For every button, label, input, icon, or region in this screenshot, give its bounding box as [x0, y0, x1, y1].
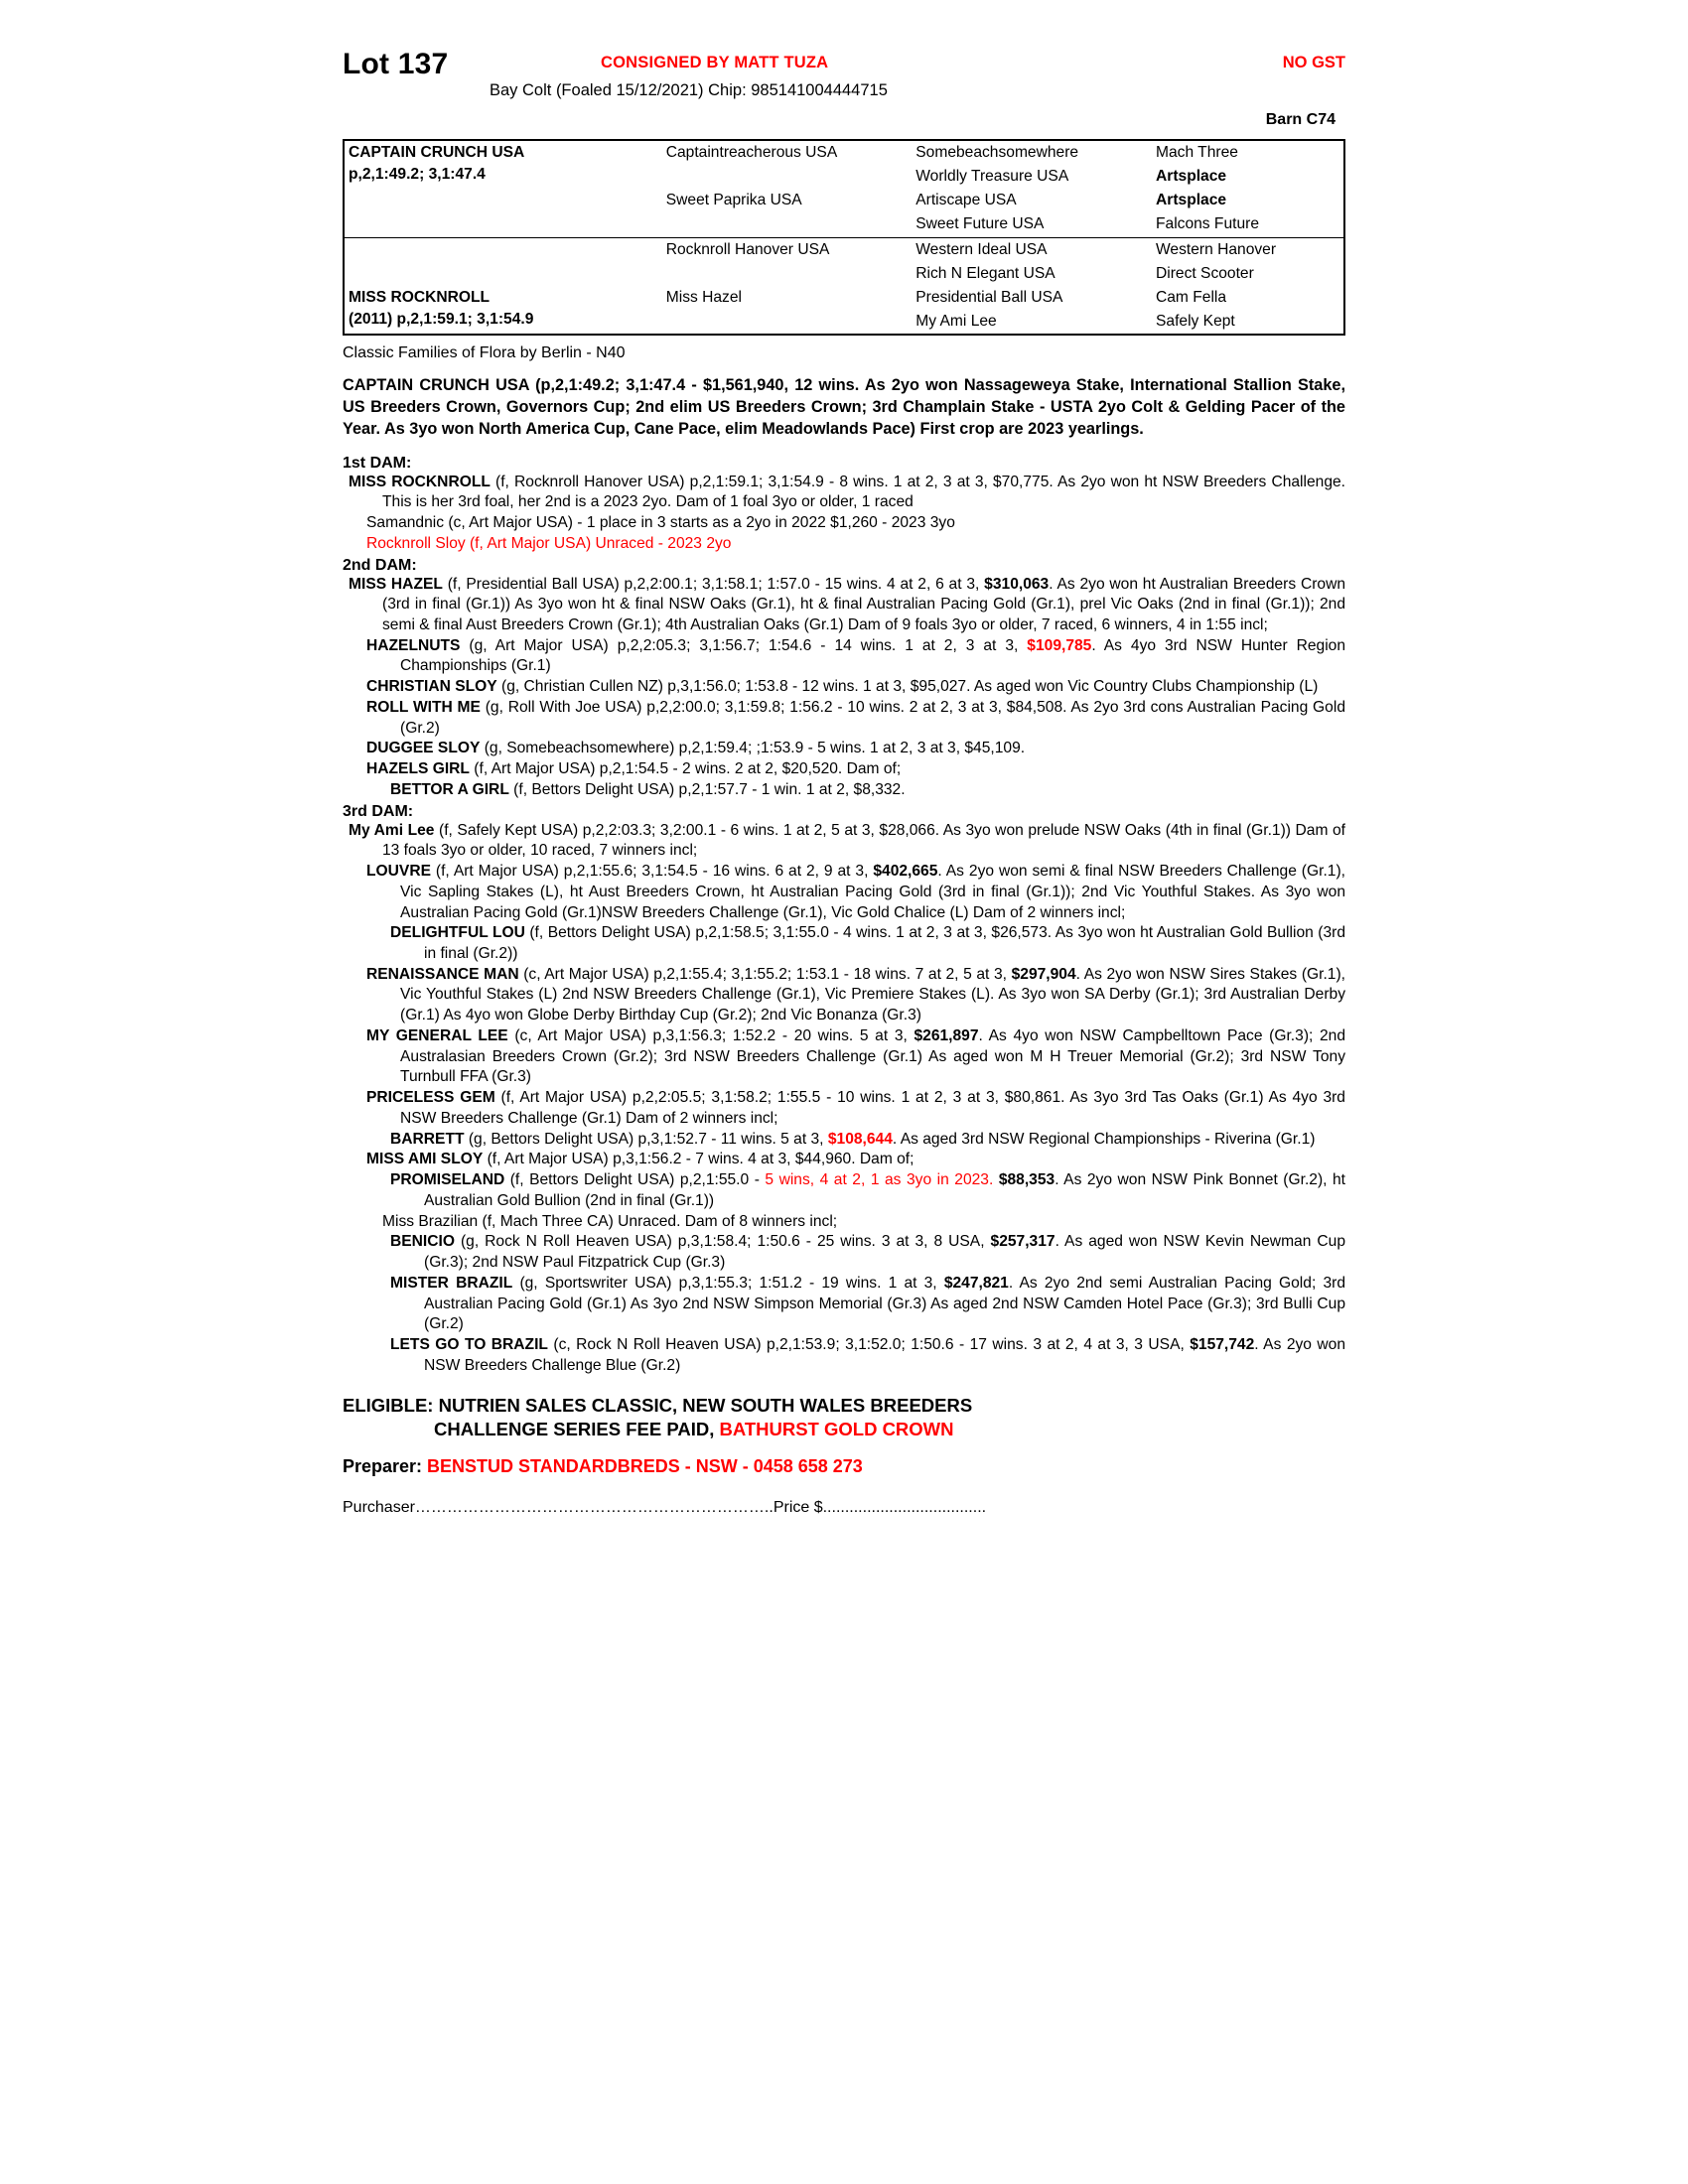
third-dam-text: (f, Safely Kept USA) p,2,2:03.3; 3,2:00.1 - 6 wins. 1 at 2, 5 at 3, $28,066. As 3yo won prelude NSW Oaks (4th in final (Gr.1)) Dam of 13 foals 3yo or older, 10 raced, 7 winners incl; — [382, 821, 1345, 860]
progeny-name: BARRETT — [390, 1130, 465, 1148]
list-item — [343, 1130, 1345, 1151]
dam-sire-sire: Western Ideal USA — [915, 240, 1048, 258]
progeny-text-a: (f, Art Major USA) p,3,1:56.2 - 7 wins. 4 at 3, $44,960. Dam of; — [483, 1151, 914, 1168]
second-dam-text-a: (f, Presidential Ball USA) p,2,2:00.1; 3,1:58.1; 1:57.0 - 15 wins. 4 at 2, 6 at 3, — [442, 575, 985, 593]
sire-record: p,2,1:49.2; 3,1:47.4 — [349, 166, 486, 184]
foal-description: Bay Colt (Foaled 15/12/2021) Chip: 985141004444715 — [490, 81, 888, 99]
list-item — [343, 677, 1345, 698]
progeny-earnings: $261,897 — [914, 1026, 979, 1044]
sire-sire: Captaintreacherous USA — [665, 144, 838, 161]
progeny-name: LOUVRE — [366, 863, 431, 881]
progeny-name: MISS AMI SLOY — [366, 1151, 484, 1168]
sire-dam-sire: Artiscape USA — [915, 192, 1017, 209]
second-dam-text-b: . As 2yo won ht Australian Breeders Crown (3rd in final (Gr.1)) As 3yo won ht & final NSW Oaks (Gr.1), ht & final Australian Pacing Gold (Gr.1), prel Vic Oaks (2nd in final (Gr.1)); 2nd semi & final Aust Breeders Crown (Gr.1); 4th Australian Oaks (Gr.1) Dam of 9 foals 3yo or older, 7 raced, 6 winners, 4 in 1:55 incl; — [382, 575, 1346, 633]
first-dam-name: MISS ROCKNROLL — [349, 473, 491, 490]
list-item — [343, 759, 1345, 780]
dam-sire-blank — [662, 262, 913, 286]
list-item — [343, 780, 1345, 801]
dam-dam-gsire: Cam Fella — [1156, 288, 1227, 306]
eligibility-line-2-red: BATHURST GOLD CROWN — [719, 1419, 954, 1440]
eligibility-line-2-black: CHALLENGE SERIES FEE PAID, — [434, 1419, 720, 1440]
first-dam-heading: 1st DAM: — [343, 454, 412, 472]
progeny-name: RENAISSANCE MAN — [366, 965, 519, 983]
gst-badge: NO GST — [1282, 54, 1345, 71]
sub-progeny-name: BETTOR A GIRL — [390, 780, 509, 798]
barn-number: Barn C74 — [1265, 111, 1336, 128]
first-dam-entry — [343, 473, 1345, 513]
dam-cell — [344, 286, 662, 335]
list-item — [343, 1088, 1345, 1129]
consignor-label: CONSIGNED BY MATT TUZA — [601, 54, 829, 71]
list-item — [343, 636, 1345, 677]
progeny-name: LETS GO TO BRAZIL — [390, 1335, 548, 1353]
progeny-earnings: $247,821 — [943, 1274, 1009, 1292]
progeny-text-a: (c, Rock N Roll Heaven USA) p,2,1:53.9; 3,1:52.0; 1:50.6 - 17 wins. 3 at 2, 4 at 3, 3 USA, — [547, 1335, 1191, 1353]
lot-number: Lot 137 — [343, 48, 449, 80]
progeny-name: PROMISELAND — [390, 1171, 505, 1189]
progeny-name: HAZELNUTS — [366, 636, 461, 654]
preparer-value: BENSTUD STANDARDBREDS - NSW - 0458 658 273 — [427, 1455, 863, 1476]
progeny-name: DELIGHTFUL LOU — [390, 924, 525, 942]
dam-record: (2011) p,2,1:59.1; 3,1:54.9 — [349, 310, 534, 328]
progeny-name: PRICELESS GEM — [366, 1089, 495, 1107]
progeny-text-a: (f, Bettors Delight USA) p,2,1:55.0 - — [504, 1171, 766, 1189]
dam-dam-dam: My Ami Lee — [915, 312, 997, 330]
list-item — [343, 739, 1345, 759]
sire-ggsire-1: Mach Three — [1156, 144, 1238, 161]
dam-name: MISS ROCKNROLL — [349, 288, 491, 306]
sire-dam: Sweet Paprika USA — [665, 192, 802, 209]
list-item — [343, 1232, 1345, 1273]
list-item — [343, 1274, 1345, 1335]
table-row — [344, 286, 1344, 310]
preparer-label: Preparer: — [343, 1455, 428, 1476]
sire-cell — [344, 140, 662, 189]
list-item — [343, 965, 1345, 1026]
first-dam-foal-2: Rocknroll Sloy (f, Art Major USA) Unraced - 2023 2yo — [366, 534, 732, 552]
list-item — [343, 1335, 1345, 1376]
sire-dam-gsire: Artsplace — [1156, 192, 1227, 209]
progeny-text-b: . As aged won NSW Kevin Newman Cup (Gr.3); 2nd NSW Paul Fitzpatrick Cup (Gr.3) — [424, 1233, 1345, 1272]
progeny-text-a: (c, Art Major USA) p,3,1:56.3; 1:52.2 - 20 wins. 5 at 3, — [507, 1026, 914, 1044]
progeny-text-b: . As 2yo won semi & final NSW Breeders Challenge (Gr.1), Vic Sapling Stakes (L), ht Aust Breeders Crown, ht Australian Pacing Gold (3rd in final (Gr.1)); 2nd Vic Youthful Stakes. As 3yo won Australian Pacing Gold (Gr.1)NSW Breeders Challenge (Gr.1), Vic Gold Chalice (L) Dam of 2 winners incl; — [400, 863, 1345, 921]
promiseland-entry — [343, 1170, 1345, 1211]
table-row — [344, 189, 1344, 212]
first-dam-text: (f, Rocknroll Hanover USA) p,2,1:59.1; 3,1:54.9 - 8 wins. 1 at 2, 3 at 3, $70,775. As 2yo won ht NSW Breeders Challenge. This is her 3rd foal, her 2nd is a 2023 2yo. Dam of 1 foal 3yo or older, 1 raced — [382, 473, 1345, 511]
sire-filler — [344, 189, 662, 236]
progeny-text-a: (f, Art Major USA) p,2,1:55.6; 3,1:54.5 - 16 wins. 6 at 2, 9 at 3, — [430, 863, 874, 881]
progeny-text-b: . As aged 3rd NSW Regional Championships - Riverina (Gr.1) — [892, 1130, 1316, 1148]
sire-ggdam-1: Artsplace — [1156, 168, 1227, 186]
dam-sire-dam: Rich N Elegant USA — [915, 264, 1055, 282]
sire-name: CAPTAIN CRUNCH USA — [349, 144, 525, 161]
eligibility-line-1: ELIGIBLE: NUTRIEN SALES CLASSIC, NEW SOUTH WALES BREEDERS — [343, 1395, 973, 1417]
progeny-earnings: $109,785 — [1027, 636, 1092, 654]
table-row — [344, 140, 1344, 165]
progeny-highlight: 5 wins, 4 at 2, 1 as 3yo in 2023. — [765, 1171, 994, 1189]
preparer-line — [343, 1456, 1345, 1477]
progeny-earnings: $108,644 — [827, 1130, 893, 1148]
progeny-earnings: $157,742 — [1190, 1335, 1255, 1353]
list-item — [343, 1150, 1345, 1170]
progeny-text-b: . As 2yo won NSW Pink Bonnet (Gr.2), ht Australian Gold Bullion (2nd in final (Gr.1)) — [424, 1171, 1345, 1209]
dam-sire: Rocknroll Hanover USA — [665, 240, 830, 258]
dam-upper-filler — [344, 237, 662, 286]
progeny-text-a: (g, Rock N Roll Heaven USA) p,3,1:58.4; 1:50.6 - 25 wins. 3 at 3, 8 USA, — [454, 1233, 991, 1251]
third-dam-heading: 3rd DAM: — [343, 802, 414, 820]
progeny-text-a: (g, Art Major USA) p,2,2:05.3; 3,1:56.7; 1:54.6 - 14 wins. 1 at 2, 3 at 3, — [460, 636, 1028, 654]
progeny-text-a: (f, Bettors Delight USA) p,2,1:58.5; 3,1:55.0 - 4 wins. 1 at 2, 3 at 3, $26,573. As 3yo won ht Australian Gold Bullion (3rd in final (Gr.2)) — [424, 924, 1346, 963]
list-item — [343, 862, 1345, 923]
list-item — [343, 1026, 1345, 1088]
catalogue-sheet — [343, 40, 1345, 1517]
classic-families-line: Classic Families of Flora by Berlin - N40 — [343, 344, 626, 362]
progeny-name: MY GENERAL LEE — [366, 1026, 508, 1044]
progeny-text-b: . As 4yo 3rd NSW Hunter Region Championships (Gr.1) — [400, 636, 1345, 675]
progeny-text-a: (g, Roll With Joe USA) p,2,2:00.0; 3,1:59.8; 1:56.2 - 10 wins. 2 at 2, 3 at 3, $84,508. As 2yo 3rd cons Australian Pacing Gold (Gr.2) — [400, 698, 1345, 737]
sire-dam-dam: Sweet Future USA — [915, 215, 1045, 233]
second-dam-earnings: $310,063 — [984, 575, 1050, 593]
sire-paragraph: CAPTAIN CRUNCH USA (p,2,1:49.2; 3,1:47.4 - $1,561,940, 12 wins. As 2yo won Nassageweya Stake, International Stallion Stake, US Breeders Crown, Governors Cup; 2nd elim US Breeders Crown; 3rd Champlain Stake - USTA 2yo Colt & Gelding Pacer of the Year. As 3yo won North America Cup, Cane Pace, elim Meadowlands Pace) First crop are 2023 yearlings. — [343, 376, 1345, 439]
progeny-text-a: (g, Sportswriter USA) p,3,1:55.3; 1:51.2 - 19 wins. 1 at 3, — [512, 1274, 944, 1292]
progeny-text-b: . As 2yo won NSW Sires Stakes (Gr.1), Vic Youthful Stakes (L) 2nd NSW Breeders Challenge (Gr.1), Vic Premiere Stakes (L). As 3yo won SA Derby (Gr.1); 3rd Australian Derby (Gr.1) As 4yo won Globe Derby Birthday Cup (Gr.2); 2nd Vic Bonanza (Gr.3) — [400, 965, 1346, 1024]
miss-brazilian-entry: Miss Brazilian (f, Mach Three CA) Unraced. Dam of 8 winners incl; — [382, 1212, 838, 1230]
progeny-name: ROLL WITH ME — [366, 698, 481, 716]
progeny-earnings: $402,665 — [873, 863, 938, 881]
pedigree-table — [343, 139, 1345, 336]
eligibility-block — [343, 1394, 1345, 1441]
progeny-text-b: . As 2yo won NSW Breeders Challenge Blue (Gr.2) — [424, 1335, 1345, 1374]
progeny-text-a: (g, Christian Cullen NZ) p,3,1:56.0; 1:53.8 - 12 wins. 1 at 3, $95,027. As aged won Vic Country Clubs Championship (L) — [496, 678, 1319, 696]
table-row — [344, 237, 1344, 262]
dam-dam: Miss Hazel — [665, 288, 742, 306]
dam-dam-blank — [662, 310, 913, 335]
third-dam-entry — [343, 821, 1345, 862]
dam-dam-gdam: Safely Kept — [1156, 312, 1235, 330]
sire-gsire-2-blank — [662, 165, 913, 189]
sub-progeny-text: (f, Bettors Delight USA) p,2,1:57.7 - 1 win. 1 at 2, $8,332. — [508, 780, 906, 798]
progeny-name: BENICIO — [390, 1233, 455, 1251]
dam-sire-gsire: Western Hanover — [1156, 240, 1277, 258]
first-dam-foal-1: Samandnic (c, Art Major USA) - 1 place in 3 starts as a 2yo in 2022 $1,260 - 2023 3yo — [366, 514, 955, 532]
progeny-text-a: (f, Art Major USA) p,2,2:05.5; 3,1:58.2; 1:55.5 - 10 wins. 1 at 2, 3 at 3, $80,861. As 3yo 3rd Tas Oaks (Gr.1) As 4yo 3rd NSW Breeders Challenge (Gr.1) Dam of 2 winners incl; — [400, 1089, 1345, 1127]
sire-dam-blank — [662, 212, 913, 236]
progeny-text-b: . As 4yo won NSW Campbelltown Pace (Gr.3); 2nd Australasian Breeders Crown (Gr.2); 3rd NSW Breeders Challenge (Gr.1) As aged won M H Treuer Memorial (Gr.2); 3rd NSW Tony Turnbull FFA (Gr.3) — [400, 1026, 1345, 1086]
dam-dam-sire: Presidential Ball USA — [915, 288, 1063, 306]
page-header — [343, 40, 1345, 135]
list-item — [343, 923, 1345, 964]
sire-dam-gdam: Falcons Future — [1156, 215, 1260, 233]
second-dam-heading: 2nd DAM: — [343, 556, 417, 574]
sire-gdam-1: Worldly Treasure USA — [915, 168, 1069, 186]
progeny-name: HAZELS GIRL — [366, 760, 470, 778]
progeny-text-b: . As 2yo 2nd semi Australian Pacing Gold; 3rd Australian Pacing Gold (Gr.1) As 3yo 2nd NSW Simpson Memorial (Gr.3) As aged 2nd NSW Camden Hotel Pace (Gr.3); 3rd Bulli Cup (Gr.2) — [424, 1274, 1345, 1333]
second-dam-entry — [343, 575, 1345, 636]
progeny-name: MISTER BRAZIL — [390, 1274, 513, 1292]
second-dam-name: MISS HAZEL — [349, 575, 443, 593]
sire-gsire-1: Somebeachsomewhere — [915, 144, 1079, 161]
progeny-text-a: (g, Bettors Delight USA) p,3,1:52.7 - 11 wins. 5 at 3, — [464, 1130, 828, 1148]
progeny-text-a: (g, Somebeachsomewhere) p,2,1:59.4; ;1:53.9 - 5 wins. 1 at 2, 3 at 3, $45,109. — [480, 740, 1026, 757]
progeny-earnings: $257,317 — [990, 1233, 1055, 1251]
progeny-earnings: $88,353 — [998, 1171, 1055, 1189]
progeny-text-a: (c, Art Major USA) p,2,1:55.4; 3,1:55.2; 1:53.1 - 18 wins. 7 at 2, 5 at 3, — [518, 965, 1012, 983]
third-dam-name: My Ami Lee — [349, 821, 435, 839]
progeny-name: DUGGEE SLOY — [366, 740, 481, 757]
list-item — [343, 698, 1345, 739]
purchaser-line: Purchaser…………………………………………………………..Price $..................................... — [343, 1498, 987, 1516]
progeny-earnings: $297,904 — [1011, 965, 1076, 983]
progeny-text-a: (f, Art Major USA) p,2,1:54.5 - 2 wins. 2 at 2, $20,520. Dam of; — [469, 760, 902, 778]
eligibility-line-2 — [343, 1418, 1345, 1441]
progeny-name: CHRISTIAN SLOY — [366, 678, 497, 696]
dam-sire-gdam: Direct Scooter — [1156, 264, 1254, 282]
